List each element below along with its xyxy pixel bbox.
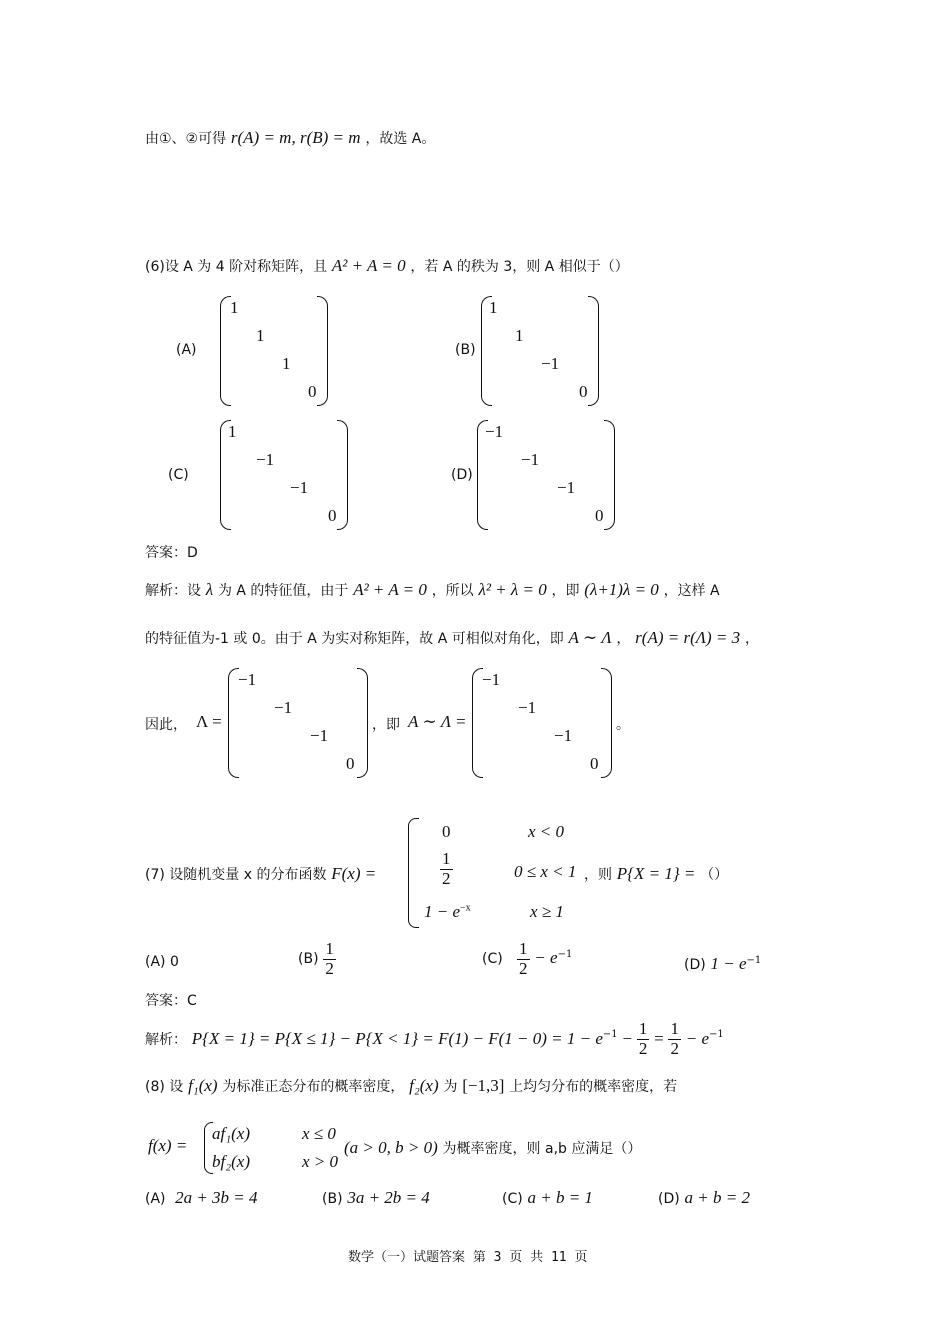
q8-fx: f(x) =: [148, 1136, 188, 1155]
q7-case3-cond: x ≥ 1: [530, 902, 564, 921]
q6-stem: (6)设 A 为 4 阶对称矩阵，且 A² + A = 0 ，若 A 的秩为 3，则 A 相似于（）: [145, 256, 629, 275]
q8-stem: (8) 设 f₁(x) 为标准正态分布的概率密度， f₂(x) 为 [−1,3] 上均匀分布的概率密度，若: [145, 1076, 678, 1095]
page-footer: 数学（一）试题答案 第 3 页 共 11 页: [348, 1250, 588, 1265]
a-similar-lambda: A ∼ Λ =: [408, 712, 467, 731]
q7-answer: 答案：C: [145, 993, 197, 1009]
q7-option-c: (C) $\frac{1}{2}$ − $e^{-1}$: [482, 939, 573, 978]
q6-option-c-matrix: 1 −1 −1 0: [220, 420, 348, 530]
conclusion-line: 由①、②可得 r(A) = m, r(B) = m ，故选 A。: [145, 128, 436, 147]
q7-stem-lead: (7) 设随机变量 x 的分布函数 F(x) =: [145, 864, 377, 883]
lambda-matrix: −1 −1 −1 0: [228, 668, 368, 778]
q8-case1-cond: x ≤ 0: [302, 1124, 336, 1143]
q6-analysis-therefore: 因此，: [145, 717, 187, 733]
q6-option-a-matrix: 1 1 1 0: [220, 296, 328, 406]
q6-option-a-label: (A): [176, 342, 197, 358]
q6-option-d-label: (D): [451, 467, 473, 483]
q7-option-b: (B) $\frac{1}{2}$: [298, 939, 334, 978]
q6-analysis-line2: 的特征值为-1 或 0。由于 A 为实对称矩阵，故 A 可相似对角化，即 A ∼ Λ ， r(A) = r(Λ) = 3 ，: [145, 628, 759, 647]
q8-case1-value: af₁(x): [212, 1124, 251, 1143]
q7-analysis: 解析： $P\{X = 1\} = P\{X \le 1\} - P\{X < 1\} = F(1) - F(1 - 0) = 1 - e^{-1}$ − $\frac{1}{2}$ = $\frac{1}{2}$ − $e^{-1}$: [145, 1019, 724, 1058]
q8-option-c: (C) a + b = 1: [502, 1188, 593, 1207]
q8-case2-cond: x > 0: [302, 1152, 339, 1171]
q6-option-c-label: (C): [168, 467, 189, 483]
q7-case2-cond: 0 ≤ x < 1: [514, 862, 577, 881]
q6-analysis-namely: ，即: [372, 717, 400, 733]
q8-option-d: (D) a + b = 2: [658, 1188, 750, 1207]
q8-option-a: (A) 2a + 3b = 4: [145, 1188, 258, 1207]
q7-stem-tail: ，则 P{X = 1} = （）: [584, 864, 729, 883]
q7-case1-value: 0: [442, 822, 451, 841]
q7-option-d: (D) $1 - e^{-1}$: [684, 954, 762, 973]
lambda-matrix-2: −1 −1 −1 0: [472, 668, 612, 778]
lambda-equals: Λ =: [196, 712, 222, 731]
q7-left-brace: [408, 818, 419, 928]
q6-option-d-matrix: −1 −1 −1 0: [477, 420, 615, 530]
q6-analysis-period: 。: [616, 717, 630, 733]
q7-case2-value: $\frac{1}{2}$: [442, 849, 451, 888]
q7-case3-value: $1 - e^{-x}$: [424, 902, 471, 921]
q8-case2-value: bf₂(x): [212, 1152, 251, 1171]
q6-option-b-matrix: 1 1 −1 0: [481, 296, 599, 406]
q6-answer: 答案：D: [145, 545, 198, 561]
q8-option-b: (B) 3a + 2b = 4: [322, 1188, 430, 1207]
q7-option-a: (A) 0: [145, 954, 179, 970]
q6-option-b-label: (B): [455, 342, 476, 358]
q7-case1-cond: x < 0: [528, 822, 565, 841]
q6-analysis-line1: 解析：设 λ 为 A 的特征值，由于 A² + A = 0 ，所以 λ² + λ = 0 ，即 (λ+1)λ = 0 ，这样 A: [145, 580, 720, 599]
q8-stem-tail: (a > 0, b > 0) 为概率密度，则 a,b 应满足（）: [344, 1138, 642, 1157]
